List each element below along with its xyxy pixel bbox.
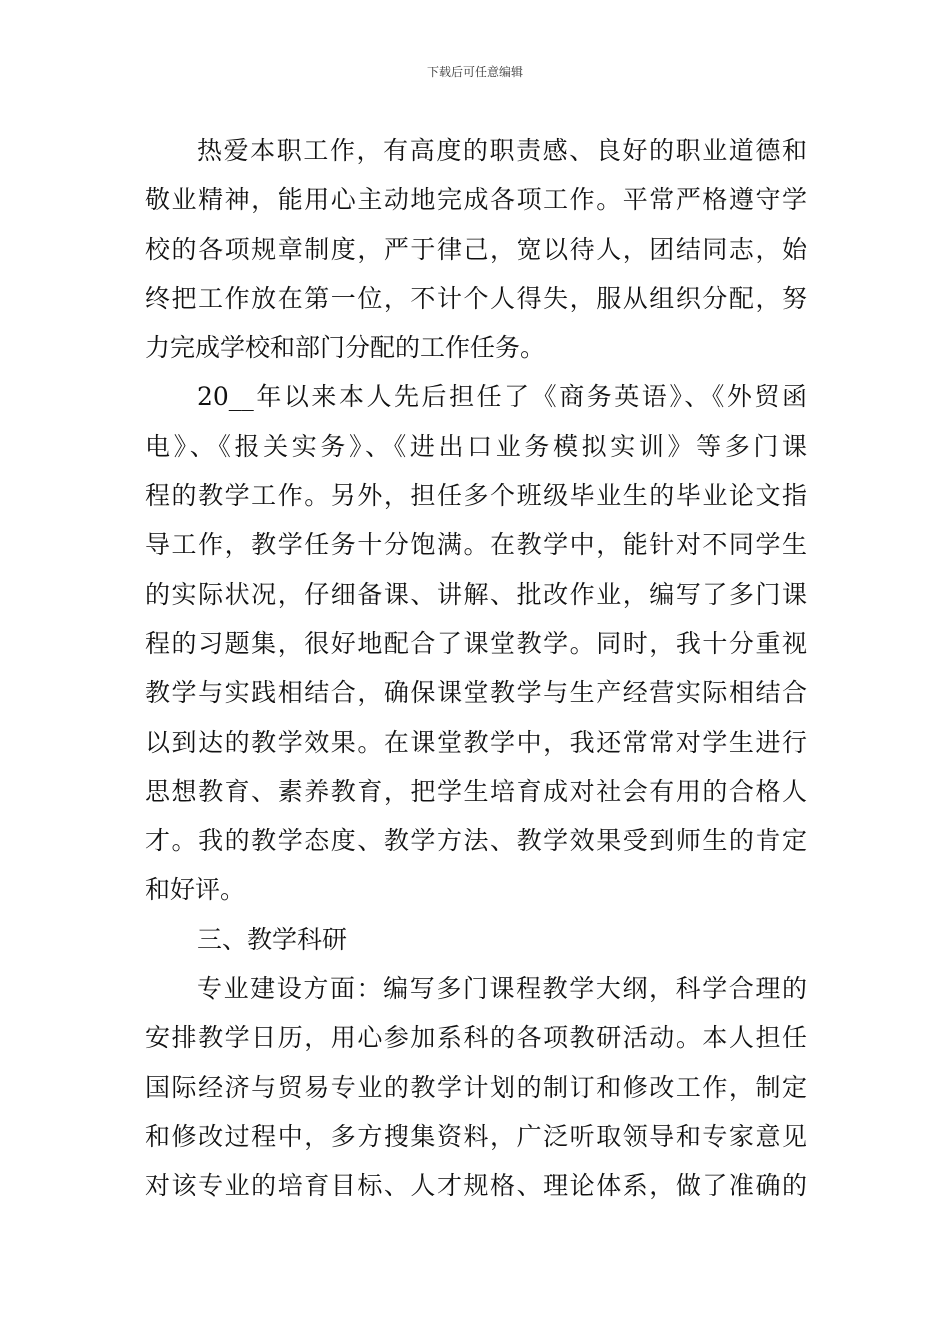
text-line: 校的各项规章制度，严于律己，宽以待人，团结同志，始: [145, 234, 807, 264]
text-line: 以到达的教学效果。在课堂教学中，我还常常对学生进行: [145, 727, 807, 757]
page-header: 下载后可任意编辑: [426, 65, 523, 79]
text-line: 程的习题集，很好地配合了课堂教学。同时，我十分重视: [145, 628, 807, 658]
text-line: 国际经济与贸易专业的教学计划的制订和修改工作，制定: [145, 1072, 807, 1102]
text-line: 才。我的教学态度、教学方法、教学效果受到师生的肯定: [145, 826, 807, 856]
section-heading: [145, 915, 807, 964]
section-heading-text: 三、教学科研: [197, 924, 348, 954]
text-line: 思想教育、素养教育，把学生培育成对社会有用的合格人: [145, 776, 807, 806]
text-line: 教学与实践相结合，确保课堂教学与生产经营实际相结合: [145, 678, 807, 708]
paragraph-work-attitude: [145, 126, 807, 372]
text-line: 20__年以来本人先后担任了《商务英语》、《外贸函: [197, 382, 807, 412]
document-body: [145, 126, 807, 1211]
paragraph-teaching-work: [145, 372, 807, 914]
text-line: 电》、《报关实务》、《进出口业务模拟实训》等多门课: [145, 431, 807, 461]
text-line: 力完成学校和部门分配的工作任务。: [145, 333, 546, 363]
text-line: 和好评。: [145, 875, 246, 905]
text-line: 导工作，教学任务十分饱满。在教学中，能针对不同学生: [145, 530, 807, 560]
text-line: 的实际状况，仔细备课、讲解、批改作业，编写了多门课: [145, 579, 807, 609]
text-line: 专业建设方面：编写多门课程教学大纲，科学合理的: [197, 974, 807, 1004]
paragraph-specialty-construction: [145, 964, 807, 1210]
text-line: 敬业精神，能用心主动地完成各项工作。平常严格遵守学: [145, 185, 807, 215]
text-line: 安排教学日历，用心参加系科的各项教研活动。本人担任: [145, 1023, 807, 1053]
text-line: 和修改过程中，多方搜集资料，广泛听取领导和专家意见: [145, 1121, 807, 1151]
text-line: 程的教学工作。另外，担任多个班级毕业生的毕业论文指: [145, 481, 807, 511]
text-line: 热爱本职工作，有高度的职责感、良好的职业道德和: [197, 136, 807, 165]
text-line: 终把工作放在第一位，不计个人得失，服从组织分配，努: [145, 283, 807, 313]
text-line: 对该专业的培育目标、人才规格、理论体系，做了准确的: [145, 1171, 807, 1201]
